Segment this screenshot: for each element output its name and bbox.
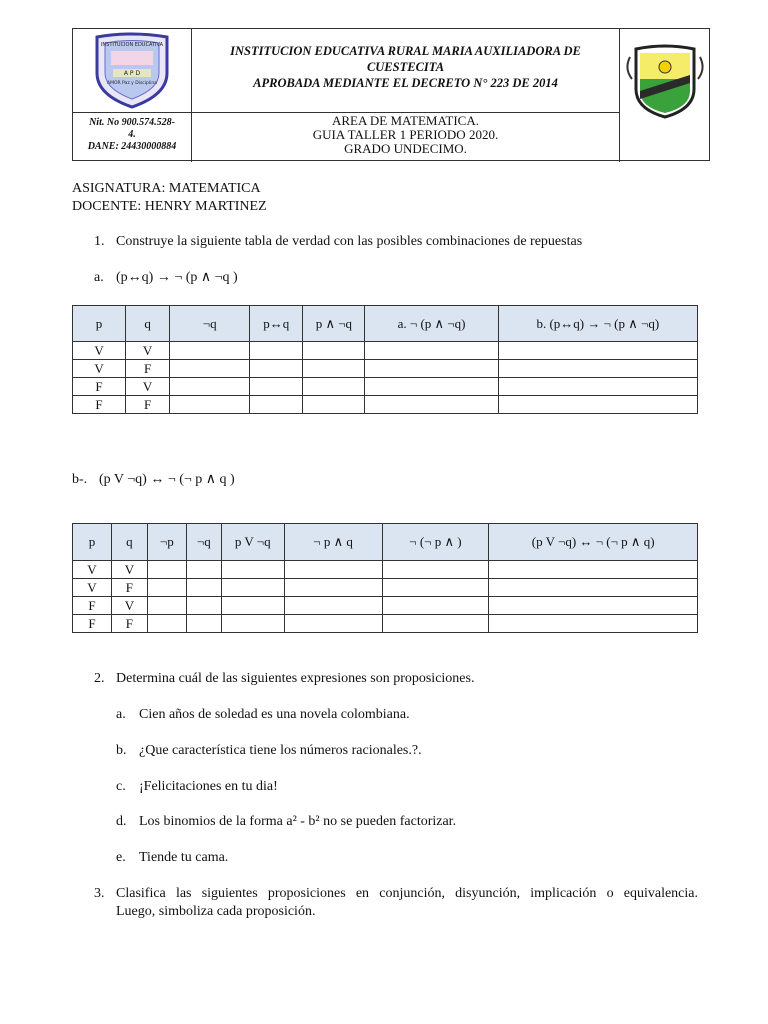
table-row [73, 378, 698, 396]
header-cell: ¬q [186, 524, 221, 561]
answer-cell[interactable] [284, 597, 382, 615]
nit-dane-info: Nit. No 900.574.528- 4. DANE: 24430000884 [73, 112, 191, 162]
cell-p: V [73, 561, 112, 579]
question-1b-expression: (p V ¬q) ↔ ¬ (¬ p ∧ q ) [99, 472, 235, 487]
answer-cell[interactable] [303, 378, 365, 396]
answer-cell[interactable] [221, 597, 284, 615]
cell-q: F [126, 360, 170, 378]
answer-cell[interactable] [498, 378, 697, 396]
cell-q: V [111, 561, 147, 579]
truth-table-a [72, 305, 698, 414]
cell-q: V [126, 342, 170, 360]
school-shield-logo [73, 29, 191, 112]
header-cell: a. ¬ (p ∧ ¬q) [365, 306, 498, 342]
answer-cell[interactable] [186, 579, 221, 597]
answer-cell[interactable] [221, 615, 284, 633]
answer-cell[interactable] [221, 579, 284, 597]
table-row [73, 342, 698, 360]
table-row [73, 396, 698, 414]
header-cell: q [126, 306, 170, 342]
option-label: e. [116, 850, 126, 865]
table-row [73, 561, 698, 579]
question-3-text-line1: Clasifica las siguientes proposiciones en conjunción, disyunción, implicación o equivalencia. [116, 886, 698, 901]
cell-q: F [111, 579, 147, 597]
option-label: c. [116, 779, 126, 794]
answer-cell[interactable] [303, 396, 365, 414]
question-1b-label: b-. [72, 472, 88, 487]
answer-cell[interactable] [147, 597, 186, 615]
answer-cell[interactable] [498, 342, 697, 360]
truth-table-b [72, 523, 698, 633]
question-2-number: 2. [94, 671, 105, 686]
answer-cell[interactable] [382, 579, 489, 597]
header-cell: ¬p [147, 524, 186, 561]
answer-cell[interactable] [250, 396, 303, 414]
answer-cell[interactable] [147, 579, 186, 597]
answer-cell[interactable] [186, 615, 221, 633]
answer-cell[interactable] [489, 597, 698, 615]
institution-title: INSTITUCION EDUCATIVA RURAL MARIA AUXILIADORA DE CUESTECITA APROBADA MEDIANTE EL DECRETO N° 223 DE 2014 [191, 29, 620, 113]
question-1a-expression: (p↔q) → ¬ (p ∧ ¬q ) [116, 270, 238, 285]
cell-q: F [111, 615, 147, 633]
teacher-label: DOCENTE: HENRY MARTINEZ [72, 199, 267, 214]
answer-cell[interactable] [284, 615, 382, 633]
answer-cell[interactable] [498, 360, 697, 378]
answer-cell[interactable] [221, 561, 284, 579]
header-cell: b. (p↔q) → ¬ (p ∧ ¬q) [498, 306, 697, 342]
table-row [73, 579, 698, 597]
answer-cell[interactable] [250, 378, 303, 396]
guide-info: AREA DE MATEMATICA. GUIA TALLER 1 PERIODO 2020. GRADO UNDECIMO. [191, 113, 620, 162]
header-cell: p ∧ ¬q [303, 306, 365, 342]
answer-cell[interactable] [170, 396, 250, 414]
option-text: ¿Que característica tiene los números racionales.?. [139, 743, 422, 758]
answer-cell[interactable] [489, 579, 698, 597]
cell-p: V [73, 579, 112, 597]
svg-text:A P D: A P D [123, 70, 141, 77]
answer-cell[interactable] [498, 396, 697, 414]
answer-cell[interactable] [250, 360, 303, 378]
answer-cell[interactable] [365, 360, 498, 378]
answer-cell[interactable] [489, 561, 698, 579]
cell-p: F [73, 396, 126, 414]
header-cell: p [73, 306, 126, 342]
header-cell: ¬ p ∧ q [284, 524, 382, 561]
cell-p: F [73, 615, 112, 633]
option-label: d. [116, 814, 127, 829]
svg-text:INSTITUCION EDUCATIVA: INSTITUCION EDUCATIVA [100, 42, 164, 48]
option-text: ¡Felicitaciones en tu dia! [139, 779, 278, 794]
header-cell: p [73, 524, 112, 561]
cell-p: F [73, 597, 112, 615]
option-label: a. [116, 707, 126, 722]
header-cell: ¬q [170, 306, 250, 342]
option-text: Los binomios de la forma a² - b² no se pueden factorizar. [139, 814, 457, 829]
table-row [73, 360, 698, 378]
option-label: b. [116, 743, 127, 758]
answer-cell[interactable] [382, 615, 489, 633]
answer-cell[interactable] [489, 615, 698, 633]
question-3-number: 3. [94, 886, 105, 901]
answer-cell[interactable] [170, 360, 250, 378]
header-cell: (p V ¬q) ↔ ¬ (¬ p ∧ q) [489, 524, 698, 561]
answer-cell[interactable] [250, 342, 303, 360]
cell-q: V [126, 378, 170, 396]
question-1-number: 1. [94, 234, 105, 249]
cell-q: F [126, 396, 170, 414]
document-header [72, 28, 710, 161]
answer-cell[interactable] [170, 342, 250, 360]
cell-p: F [73, 378, 126, 396]
answer-cell[interactable] [382, 561, 489, 579]
cell-q: V [111, 597, 147, 615]
answer-cell[interactable] [186, 561, 221, 579]
answer-cell[interactable] [186, 597, 221, 615]
table-row [73, 597, 698, 615]
option-text: Tiende tu cama. [139, 850, 229, 865]
answer-cell[interactable] [365, 342, 498, 360]
question-2-text: Determina cuál de las siguientes expresiones son proposiciones. [116, 671, 475, 686]
header-cell: p V ¬q [221, 524, 284, 561]
answer-cell[interactable] [382, 597, 489, 615]
question-1-text: Construye la siguiente tabla de verdad con las posibles combinaciones de repuestas [116, 234, 583, 249]
answer-cell[interactable] [147, 615, 186, 633]
option-text: Cien años de soledad es una novela colombiana. [139, 707, 410, 722]
answer-cell[interactable] [365, 396, 498, 414]
question-1a-label: a. [94, 270, 104, 285]
header-cell: p↔q [250, 306, 303, 342]
subject-label: ASIGNATURA: MATEMATICA [72, 181, 261, 196]
svg-text:AMOR Paz y Disciplina: AMOR Paz y Disciplina [107, 81, 157, 86]
header-cell: ¬ (¬ p ∧ ) [382, 524, 489, 561]
question-3-text-line2: Luego, simboliza cada proposición. [116, 904, 316, 919]
table-row [73, 615, 698, 633]
answer-cell[interactable] [284, 579, 382, 597]
cell-p: V [73, 360, 126, 378]
answer-cell[interactable] [365, 378, 498, 396]
header-cell: q [111, 524, 147, 561]
answer-cell[interactable] [284, 561, 382, 579]
answer-cell[interactable] [303, 342, 365, 360]
school-crest-logo [620, 29, 711, 162]
answer-cell[interactable] [303, 360, 365, 378]
answer-cell[interactable] [170, 378, 250, 396]
answer-cell[interactable] [147, 561, 186, 579]
cell-p: V [73, 342, 126, 360]
